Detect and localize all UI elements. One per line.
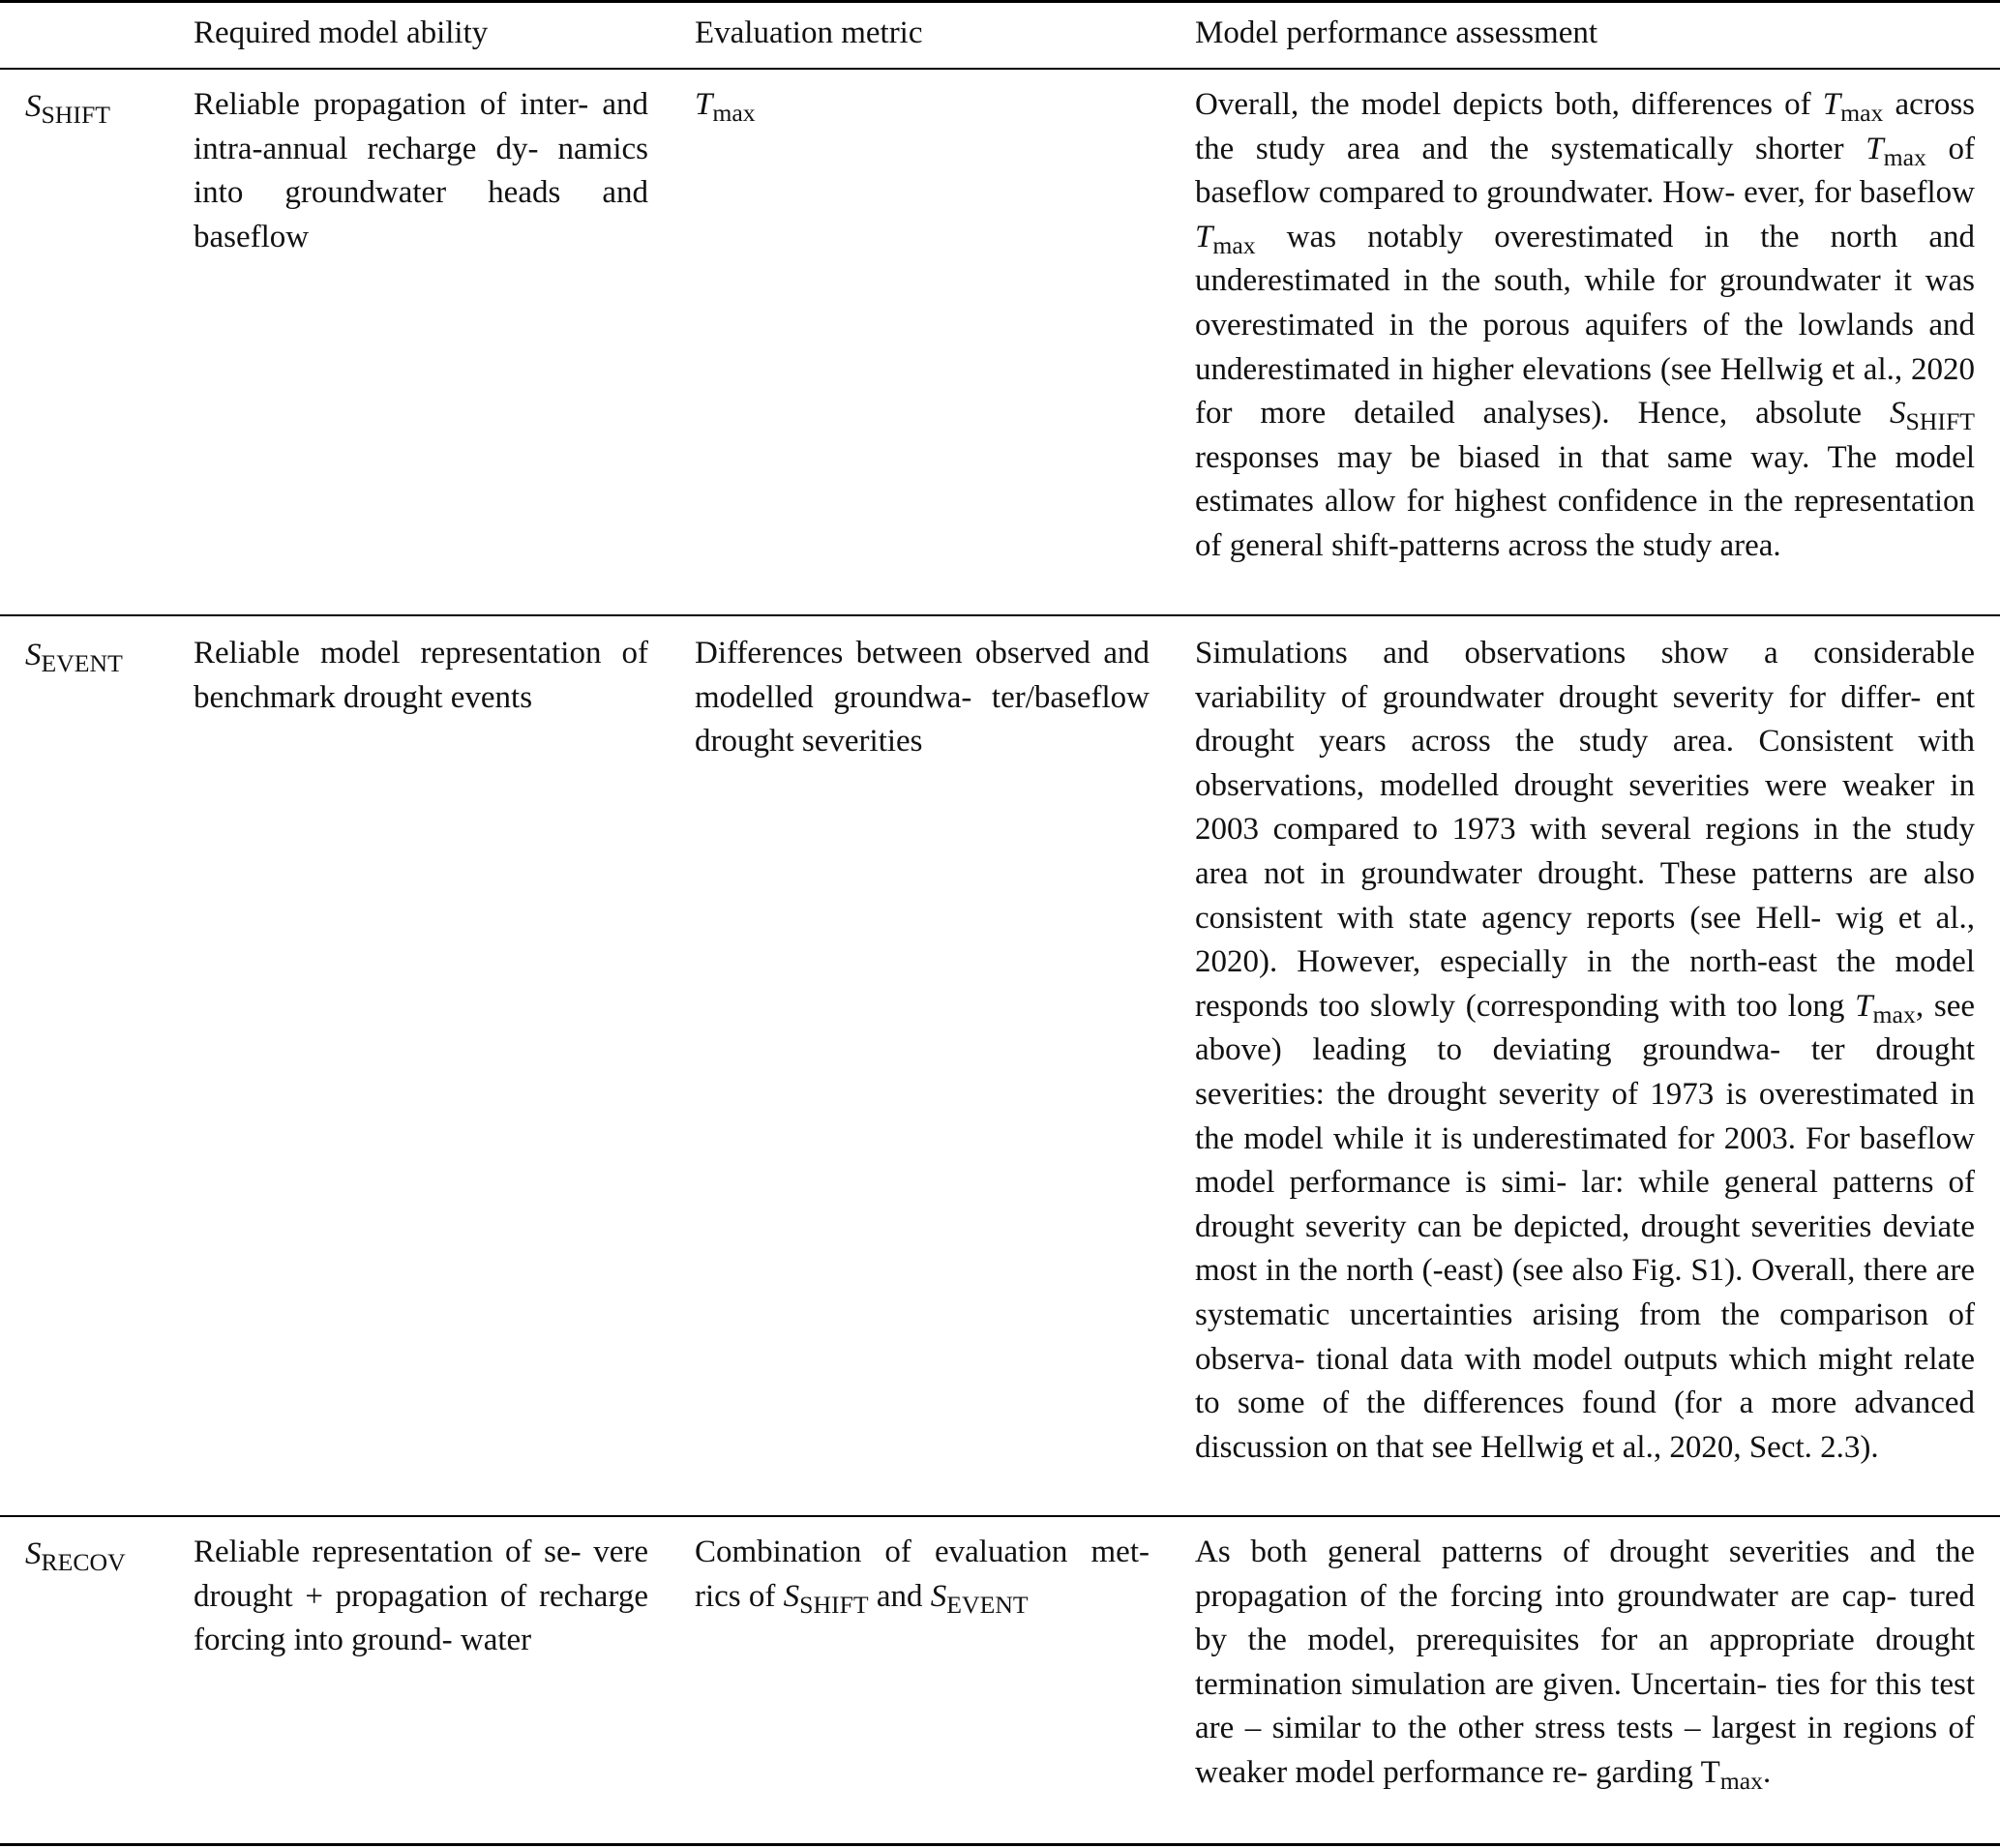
- symbol-base: S: [25, 1536, 42, 1571]
- metric-base: T: [695, 87, 713, 122]
- metric-text: Combination of evaluation met- rics of: [695, 1535, 1149, 1614]
- tmax-subscript: max: [1212, 230, 1256, 259]
- top-rule: [0, 0, 2000, 3]
- tmax-subscript: max: [1719, 1767, 1764, 1796]
- s-event-base: S: [930, 1578, 947, 1614]
- tmax-base: T: [1700, 1754, 1720, 1790]
- assessment-text: , see above) leading to deviating groundwa- ter drought severities: the drought severity of 1973 is overestimated in the model while it is underestimated for 2003. For baseflow model performance is simi- lar: while general patterns of drought severity can be depicted, drought severities deviate most in the north (-east) (see also Fig. S1). Overall, there are systematic uncertainties arising from the comparison of observa- tional data with model outputs which might relate to some of the differences found (for a more advanced discussion on that see Hellwig et al., 2020, Sect. 2.3).: [1195, 988, 1975, 1465]
- row-shift-ability: Reliable propagation of inter- and intra-annual recharge dy- namics into groundwater heads and baseflow: [194, 87, 648, 254]
- s-event-subscript: EVENT: [946, 1590, 1029, 1619]
- assessment-text: of baseflow compared to groundwater. How- ever, for baseflow: [1195, 131, 1975, 211]
- symbol-base: S: [25, 89, 42, 124]
- assessment-text: was notably overestimated in the north and underestimated in the south, while for groundwater it was overestimated in the porous aquifers of the lowlands and underestimated in higher elevations (see Hellwig et al., 2020 for more detailed analyses). Hence, absolute: [1195, 219, 1975, 432]
- row-event-metric: Differences between observed and modelled groundwa- ter/baseflow drought severities: [695, 636, 1149, 760]
- header-rule: [0, 68, 2000, 70]
- row-event-assessment: [1195, 632, 1975, 1470]
- row-recov-ability: Reliable representation of se- vere drought + propagation of recharge forcing into ground- water: [194, 1535, 648, 1658]
- row-recov-metric: [695, 1531, 1149, 1619]
- tmax-subscript: max: [1840, 99, 1884, 128]
- assessment-text: As both general patterns of drought severities and the propagation of the forcing into groundwater are cap- tured by the model, prerequisites for an appropriate drought termination simulation are given. Uncertain- ties for this test are – similar to the other stress tests – largest in regions of weaker model performance re- garding: [1195, 1535, 1975, 1790]
- symbol-base: S: [25, 638, 42, 672]
- row-divider-1: [0, 614, 2000, 616]
- bottom-rule: [0, 1843, 2000, 1846]
- header-model-performance-assessment: Model performance assessment: [1195, 15, 1598, 50]
- tmax-subscript: max: [1872, 999, 1916, 1028]
- s-shift-subscript: SHIFT: [1905, 407, 1975, 436]
- tmax-subscript: max: [1883, 142, 1926, 171]
- metric-subscript: max: [712, 99, 756, 128]
- tmax-base: T: [1855, 988, 1873, 1024]
- row-event-symbol: [25, 634, 170, 678]
- row-shift-symbol: [25, 85, 170, 130]
- row-recov-symbol: [25, 1533, 170, 1577]
- row-event-ability: Reliable model representation of benchmark drought events: [194, 636, 648, 715]
- metric-text: and: [868, 1578, 931, 1614]
- symbol-subscript: RECOV: [41, 1548, 126, 1577]
- s-shift-subscript: SHIFT: [799, 1590, 869, 1619]
- row-divider-2: [0, 1515, 2000, 1517]
- assessment-text: responses may be biased in that same way. The model estimates allow for highest confidence in the representation of general shift-patterns across the study area.: [1195, 439, 1975, 563]
- row-shift-metric: [695, 83, 1149, 128]
- assessment-text: Overall, the model depicts both, differences of: [1195, 87, 1823, 122]
- assessment-text: across the study area and the systematically shorter: [1195, 87, 1975, 166]
- symbol-subscript: SHIFT: [41, 101, 110, 130]
- tmax-base: T: [1822, 87, 1841, 122]
- row-shift-assessment: [1195, 83, 1975, 569]
- assessment-text: Simulations and observations show a considerable variability of groundwater drought severity for differ- ent drought years across the study area. Consistent with observations, modelled drought severities were weaker in 2003 compared to 1973 with several regions in the study area not in groundwater drought. These patterns are also consistent with state agency reports (see Hell- wig et al., 2020). However, especially in the north-east the model responds too slowly (corresponding with too long: [1195, 636, 1975, 1024]
- symbol-subscript: EVENT: [41, 649, 123, 678]
- s-shift-base: S: [783, 1578, 800, 1614]
- header-evaluation-metric: Evaluation metric: [695, 15, 923, 50]
- tmax-base: T: [1195, 219, 1213, 254]
- s-shift-base: S: [1890, 396, 1906, 432]
- assessment-text: .: [1763, 1754, 1772, 1790]
- row-recov-assessment: [1195, 1531, 1975, 1796]
- header-required-model-ability: Required model ability: [194, 15, 489, 50]
- tmax-base: T: [1866, 131, 1884, 166]
